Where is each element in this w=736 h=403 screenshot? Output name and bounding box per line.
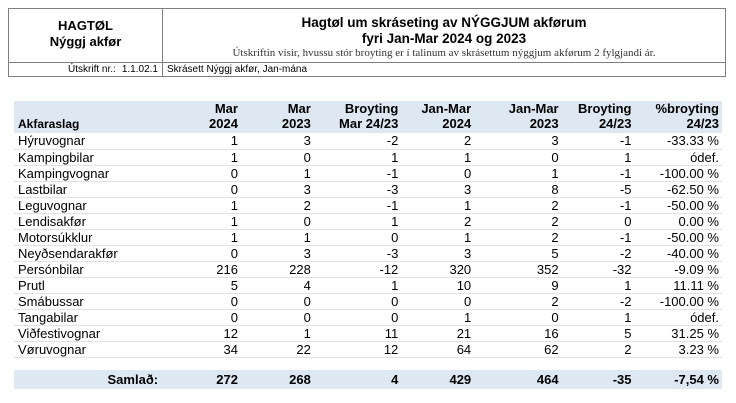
cell-vehicle-type: Neyðsendarakfør bbox=[14, 245, 168, 261]
table-row bbox=[14, 261, 722, 277]
cell-mar-2024: 0 bbox=[168, 293, 241, 309]
cell-mar-2024: 1 bbox=[168, 149, 241, 165]
cell-change-ytd: -1 bbox=[562, 165, 635, 181]
total-mar-2023: 268 bbox=[241, 370, 314, 389]
category-title: HAGTØL bbox=[58, 18, 113, 33]
cell-change-ytd: -2 bbox=[562, 293, 635, 309]
cell-change-ytd: 5 bbox=[562, 325, 635, 341]
cell-vehicle-type: Lendisakfør bbox=[14, 213, 168, 229]
column-header-change-ytd: Broyting 24/23 bbox=[562, 101, 635, 133]
cell-change-ytd: -5 bbox=[562, 181, 635, 197]
cell-percent-change: -100.00 % bbox=[635, 165, 723, 181]
cell-jan-mar-2024: 1 bbox=[401, 149, 474, 165]
registration-table bbox=[14, 101, 722, 389]
cell-jan-mar-2024: 1 bbox=[401, 309, 474, 325]
cell-percent-change: -50.00 % bbox=[635, 197, 723, 213]
cell-vehicle-type: Kampingvognar bbox=[14, 165, 168, 181]
cell-vehicle-type: Persónbilar bbox=[14, 261, 168, 277]
table-row bbox=[14, 325, 722, 341]
cell-change-mar: 0 bbox=[314, 293, 401, 309]
printout-number bbox=[9, 63, 163, 76]
table-body bbox=[14, 133, 722, 389]
cell-change-mar: 0 bbox=[314, 309, 401, 325]
cell-mar-2024: 0 bbox=[168, 181, 241, 197]
cell-jan-mar-2023: 62 bbox=[474, 341, 561, 357]
cell-mar-2023: 0 bbox=[241, 213, 314, 229]
cell-change-ytd: 1 bbox=[562, 149, 635, 165]
cell-mar-2023: 3 bbox=[241, 133, 314, 149]
spacer-row bbox=[14, 357, 722, 370]
table-row bbox=[14, 229, 722, 245]
table-row bbox=[14, 309, 722, 325]
cell-mar-2024: 0 bbox=[168, 165, 241, 181]
cell-change-mar: -3 bbox=[314, 181, 401, 197]
cell-jan-mar-2024: 2 bbox=[401, 213, 474, 229]
column-header-percent-change: %broyting 24/23 bbox=[635, 101, 723, 133]
table-row bbox=[14, 245, 722, 261]
cell-jan-mar-2024: 3 bbox=[401, 181, 474, 197]
cell-mar-2024: 0 bbox=[168, 309, 241, 325]
table-header-row bbox=[14, 101, 722, 133]
cell-mar-2024: 12 bbox=[168, 325, 241, 341]
total-mar-2024: 272 bbox=[168, 370, 241, 389]
total-vehicle-type: Samlað: bbox=[14, 370, 168, 389]
cell-change-mar: -12 bbox=[314, 261, 401, 277]
table-row bbox=[14, 197, 722, 213]
table-row bbox=[14, 277, 722, 293]
cell-mar-2023: 0 bbox=[241, 309, 314, 325]
column-header-mar-2023: Mar 2023 bbox=[241, 101, 314, 133]
cell-vehicle-type: Vøruvognar bbox=[14, 341, 168, 357]
cell-vehicle-type: Tangabilar bbox=[14, 309, 168, 325]
report-title-block bbox=[163, 9, 725, 62]
cell-change-mar: 1 bbox=[314, 213, 401, 229]
table-row bbox=[14, 181, 722, 197]
cell-jan-mar-2024: 1 bbox=[401, 229, 474, 245]
cell-percent-change: 3.23 % bbox=[635, 341, 723, 357]
table-row bbox=[14, 341, 722, 357]
cell-jan-mar-2023: 0 bbox=[474, 149, 561, 165]
cell-jan-mar-2023: 5 bbox=[474, 245, 561, 261]
cell-jan-mar-2024: 320 bbox=[401, 261, 474, 277]
total-jan-mar-2024: 429 bbox=[401, 370, 474, 389]
cell-vehicle-type: Prutl bbox=[14, 277, 168, 293]
cell-change-mar: -1 bbox=[314, 165, 401, 181]
cell-mar-2023: 1 bbox=[241, 165, 314, 181]
cell-percent-change: -9.09 % bbox=[635, 261, 723, 277]
cell-change-mar: -2 bbox=[314, 133, 401, 149]
cell-jan-mar-2024: 10 bbox=[401, 277, 474, 293]
cell-change-ytd: -32 bbox=[562, 261, 635, 277]
cell-percent-change: -50.00 % bbox=[635, 229, 723, 245]
cell-mar-2023: 22 bbox=[241, 341, 314, 357]
table-row bbox=[14, 165, 722, 181]
cell-jan-mar-2023: 352 bbox=[474, 261, 561, 277]
report-title bbox=[163, 9, 725, 47]
cell-jan-mar-2023: 9 bbox=[474, 277, 561, 293]
total-change-ytd: -35 bbox=[562, 370, 635, 389]
cell-jan-mar-2024: 2 bbox=[401, 133, 474, 149]
cell-percent-change: -100.00 % bbox=[635, 293, 723, 309]
cell-change-mar: -1 bbox=[314, 197, 401, 213]
cell-change-ytd: 2 bbox=[562, 341, 635, 357]
column-header-jan-mar-2024: Jan-Mar 2024 bbox=[401, 101, 474, 133]
cell-percent-change: ódef. bbox=[635, 309, 723, 325]
cell-jan-mar-2023: 2 bbox=[474, 213, 561, 229]
cell-change-mar: 1 bbox=[314, 149, 401, 165]
cell-vehicle-type: Viðfestivognar bbox=[14, 325, 168, 341]
cell-vehicle-type: Kampingbilar bbox=[14, 149, 168, 165]
column-header-vehicle-type: Akfaraslag bbox=[14, 101, 168, 133]
cell-mar-2023: 3 bbox=[241, 245, 314, 261]
printout-info-row bbox=[8, 63, 726, 77]
cell-mar-2023: 1 bbox=[241, 325, 314, 341]
cell-percent-change: 31.25 % bbox=[635, 325, 723, 341]
cell-mar-2024: 34 bbox=[168, 341, 241, 357]
cell-vehicle-type: Lastbilar bbox=[14, 181, 168, 197]
total-row bbox=[14, 370, 722, 389]
cell-vehicle-type: Hýruvognar bbox=[14, 133, 168, 149]
cell-jan-mar-2023: 2 bbox=[474, 293, 561, 309]
report-header bbox=[8, 8, 726, 63]
cell-change-mar: -3 bbox=[314, 245, 401, 261]
cell-mar-2023: 0 bbox=[241, 149, 314, 165]
cell-change-ytd: -1 bbox=[562, 229, 635, 245]
cell-change-mar: 11 bbox=[314, 325, 401, 341]
table-row bbox=[14, 133, 722, 149]
table-row bbox=[14, 213, 722, 229]
cell-change-ytd: -2 bbox=[562, 245, 635, 261]
total-percent-change: -7,54 % bbox=[635, 370, 723, 389]
cell-percent-change: -40.00 % bbox=[635, 245, 723, 261]
cell-change-ytd: 0 bbox=[562, 213, 635, 229]
cell-mar-2024: 1 bbox=[168, 229, 241, 245]
table-row bbox=[14, 293, 722, 309]
cell-change-mar: 1 bbox=[314, 277, 401, 293]
total-change-mar: 4 bbox=[314, 370, 401, 389]
printout-description: Skrásett Nýggj akfør, Jan-mána bbox=[167, 64, 308, 75]
cell-mar-2023: 3 bbox=[241, 181, 314, 197]
cell-mar-2023: 0 bbox=[241, 293, 314, 309]
printout-code: 1.1.02.1 bbox=[121, 64, 158, 75]
report-title-line2: fyri Jan-Mar 2024 og 2023 bbox=[361, 31, 527, 46]
report-category bbox=[9, 9, 163, 62]
cell-mar-2023: 1 bbox=[241, 229, 314, 245]
cell-change-mar: 0 bbox=[314, 229, 401, 245]
cell-mar-2023: 4 bbox=[241, 277, 314, 293]
cell-jan-mar-2023: 16 bbox=[474, 325, 561, 341]
category-subtitle: Nýggj akfør bbox=[49, 34, 122, 49]
cell-mar-2024: 216 bbox=[168, 261, 241, 277]
cell-vehicle-type: Motorsúkklur bbox=[14, 229, 168, 245]
cell-vehicle-type: Smábussar bbox=[14, 293, 168, 309]
cell-percent-change: -62.50 % bbox=[635, 181, 723, 197]
cell-jan-mar-2023: 1 bbox=[474, 165, 561, 181]
cell-jan-mar-2023: 2 bbox=[474, 229, 561, 245]
cell-change-ytd: -1 bbox=[562, 197, 635, 213]
cell-mar-2023: 2 bbox=[241, 197, 314, 213]
table-row bbox=[14, 149, 722, 165]
report-description: Útskriftin vísir, hvussu stór broyting er í talinum av skrásettum nýggjum akførum 2 fylgjandi ár. bbox=[232, 47, 656, 59]
cell-jan-mar-2024: 0 bbox=[401, 293, 474, 309]
column-header-change-mar: Broyting Mar 24/23 bbox=[314, 101, 401, 133]
cell-mar-2024: 1 bbox=[168, 197, 241, 213]
cell-jan-mar-2024: 1 bbox=[401, 197, 474, 213]
cell-mar-2024: 1 bbox=[168, 133, 241, 149]
cell-change-mar: 12 bbox=[314, 341, 401, 357]
cell-percent-change: 0.00 % bbox=[635, 213, 723, 229]
cell-jan-mar-2024: 21 bbox=[401, 325, 474, 341]
column-header-mar-2024: Mar 2024 bbox=[168, 101, 241, 133]
cell-mar-2024: 0 bbox=[168, 245, 241, 261]
cell-vehicle-type: Leguvognar bbox=[14, 197, 168, 213]
printout-label: Útskrift nr.: bbox=[68, 64, 116, 75]
cell-change-ytd: -1 bbox=[562, 133, 635, 149]
cell-jan-mar-2023: 8 bbox=[474, 181, 561, 197]
cell-percent-change: ódef. bbox=[635, 149, 723, 165]
cell-jan-mar-2024: 64 bbox=[401, 341, 474, 357]
cell-jan-mar-2024: 3 bbox=[401, 245, 474, 261]
cell-mar-2024: 5 bbox=[168, 277, 241, 293]
column-header-jan-mar-2023: Jan-Mar 2023 bbox=[474, 101, 561, 133]
cell-mar-2024: 1 bbox=[168, 213, 241, 229]
total-jan-mar-2023: 464 bbox=[474, 370, 561, 389]
cell-jan-mar-2024: 0 bbox=[401, 165, 474, 181]
cell-jan-mar-2023: 3 bbox=[474, 133, 561, 149]
cell-mar-2023: 228 bbox=[241, 261, 314, 277]
cell-percent-change: -33.33 % bbox=[635, 133, 723, 149]
spacer-cell bbox=[14, 357, 722, 370]
cell-change-ytd: 1 bbox=[562, 277, 635, 293]
cell-change-ytd: 1 bbox=[562, 309, 635, 325]
cell-jan-mar-2023: 2 bbox=[474, 197, 561, 213]
cell-jan-mar-2023: 0 bbox=[474, 309, 561, 325]
cell-percent-change: 11.11 % bbox=[635, 277, 723, 293]
report-title-line1: Hagtøl um skráseting av NÝGGJUM akførum bbox=[301, 15, 587, 30]
